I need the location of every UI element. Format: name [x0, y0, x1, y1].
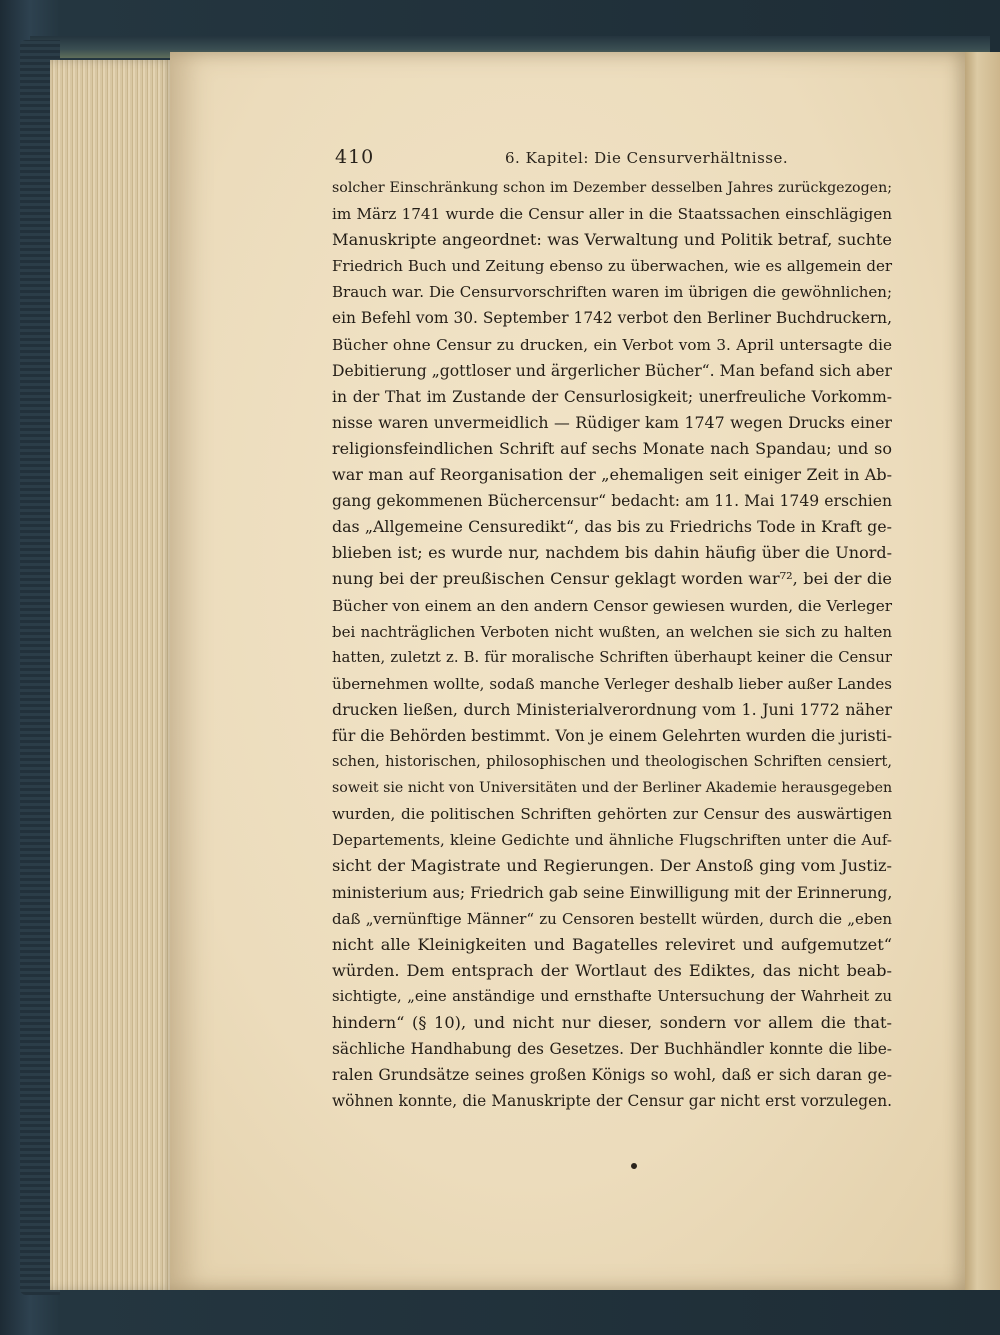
text-line: sächliche Handhabung des Gesetzes. Der Buchhändler konnte die libe-	[332, 1040, 892, 1059]
text-line: war man auf Reorganisation der „ehemaligen seit einiger Zeit in Ab-	[332, 465, 892, 485]
text-line: Bücher von einem an den andern Censor gewiesen wurden, die Verleger	[332, 596, 892, 615]
text-line: soweit sie nicht von Universitäten und der Berliner Akademie herausgegeben	[332, 780, 893, 797]
text-line: ministerium aus; Friedrich gab seine Einwilligung mit der Erinnerung,	[332, 883, 893, 902]
text-line: sichtigte, „eine anständige und ernsthafte Untersuchung der Wahrheit zu	[332, 987, 892, 1005]
text-line: Departements, kleine Gedichte und ähnliche Flugschriften unter die Auf-	[332, 831, 892, 850]
text-line: hindern“ (§ 10), und nicht nur dieser, sondern vor allem die that-	[332, 1013, 892, 1032]
text-line: übernehmen wollte, sodaß manche Verleger deshalb lieber außer Landes	[332, 674, 892, 693]
text-line: bei nachträglichen Verboten nicht wußten, an welchen sie sich zu halten	[332, 622, 892, 641]
text-line: hatten, zuletzt z. B. für moralische Schriften überhaupt keiner die Censur	[332, 648, 892, 666]
text-line: Manuskripte angeordnet: was Verwaltung und Politik betraf, suchte	[332, 230, 892, 250]
text-line: gang gekommenen Büchercensur“ bedacht: am 11. Mai 1749 erschien	[332, 492, 892, 511]
page-block-edge	[50, 60, 175, 1290]
text-line: würden. Dem entsprach der Wortlaut des Ediktes, das nicht beab-	[332, 960, 892, 980]
text-line: drucken ließen, durch Ministerialverordnung vom 1. Juni 1772 näher	[332, 699, 892, 719]
text-line: nicht alle Kleinigkeiten und Bagatelles releviret und aufgemutzet“	[332, 934, 892, 954]
ink-dot	[631, 1163, 637, 1169]
text-line: solcher Einschränkung schon im Dezember desselben Jahres zurückgezogen;	[332, 180, 892, 196]
text-line: wöhnen konnte, die Manuskripte der Censur gar nicht erst vorzulegen.	[332, 1092, 892, 1111]
text-line: blieben ist; es wurde nur, nachdem bis dahin häufig über die Unord-	[332, 543, 892, 563]
text-line: Debitierung „gottloser und ärgerlicher Bücher“. Man befand sich aber	[332, 361, 892, 380]
page-number: 410	[335, 146, 375, 168]
text-line: nung bei der preußischen Censur geklagt worden war⁷², bei der die	[332, 569, 892, 589]
text-line: daß „vernünftige Männer“ zu Censoren bestellt würden, durch die „eben	[332, 909, 892, 928]
text-line: Brauch war. Die Censurvorschriften waren im übrigen die gewöhnlichen;	[332, 283, 892, 302]
text-line: ein Befehl vom 30. September 1742 verbot den Berliner Buchdruckern,	[332, 309, 892, 328]
text-line: wurden, die politischen Schriften gehörten zur Censur des auswärtigen	[332, 805, 892, 824]
text-line: ralen Grundsätze seines großen Königs so wohl, daß er sich daran ge-	[332, 1066, 892, 1085]
text-line: in der That im Zustande der Censurlosigkeit; unerfreuliche Vorkomm-	[332, 387, 892, 406]
text-line: nisse waren unvermeidlich — Rüdiger kam 1747 wegen Drucks einer	[332, 412, 892, 432]
text-line: Friedrich Buch und Zeitung ebenso zu überwachen, wie es allgemein der	[332, 257, 892, 276]
text-line: im März 1741 wurde die Censur aller in die Staatssachen einschlägigen	[332, 205, 892, 224]
text-line: für die Behörden bestimmt. Von je einem Gelehrten wurden die juristi-	[332, 726, 892, 745]
text-line: das „Allgemeine Censuredikt“, das bis zu Friedrichs Tode in Kraft ge-	[332, 517, 892, 537]
facing-page-edge	[962, 52, 1000, 1290]
text-line: schen, historischen, philosophischen und theologischen Schriften censiert,	[332, 753, 892, 771]
running-head: 6. Kapitel: Die Censurverhältnisse.	[505, 149, 789, 167]
text-line: sicht der Magistrate und Regierungen. Der Anstoß ging vom Justiz-	[332, 856, 892, 876]
body-text	[332, 175, 892, 1114]
page-header	[335, 146, 890, 170]
text-line: Bücher ohne Censur zu drucken, ein Verbot vom 3. April untersagte die	[332, 335, 892, 354]
text-line: religionsfeindlichen Schrift auf sechs Monate nach Spandau; und so	[332, 438, 892, 458]
